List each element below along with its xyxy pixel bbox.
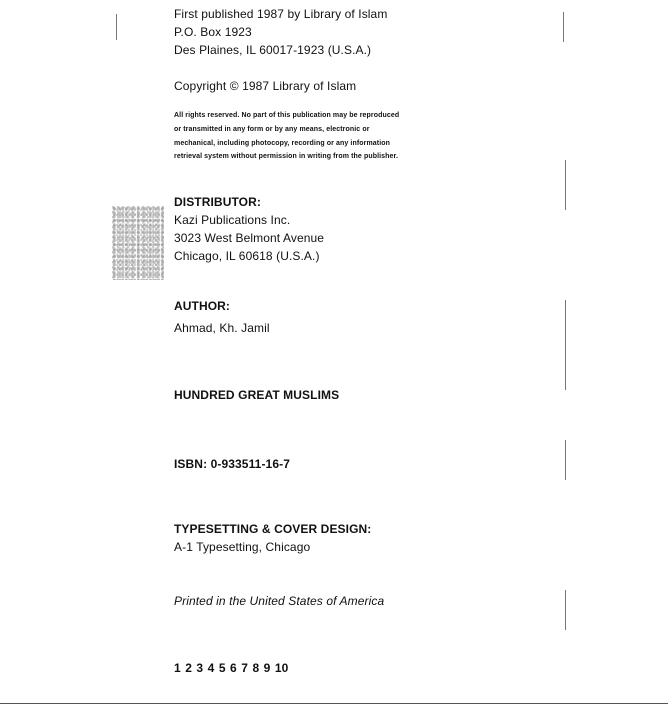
distributor-address: 3023 West Belmont Avenue	[174, 231, 325, 245]
rights-line-4: retrieval system without permission in writing from the publisher.	[174, 153, 399, 160]
copyright-line: Copyright © 1987 Library of Islam	[174, 79, 357, 93]
publisher-city-line: Des Plaines, IL 60017-1923 (U.S.A.)	[174, 43, 372, 57]
typesetting-value: A-1 Typesetting, Chicago	[174, 540, 311, 554]
author-name: Ahmad, Kh. Jamil	[174, 321, 270, 335]
typesetting-heading: TYPESETTING & COVER DESIGN:	[174, 522, 372, 536]
first-published-line: First published 1987 by Library of Islam	[174, 7, 388, 21]
rights-line-3: mechanical, including photocopy, recording or any information	[174, 140, 390, 147]
rights-line-2: or transmitted in any form or by any means, electronic or	[174, 126, 370, 133]
rights-line-1: All rights reserved. No part of this publication may be reproduced	[174, 112, 400, 119]
print-line-numbers: 1 2 3 4 5 6 7 8 9 10	[174, 661, 289, 675]
printed-in-line: Printed in the United States of America	[174, 594, 385, 608]
distributor-heading: DISTRIBUTOR:	[174, 195, 261, 209]
bottom-rule	[0, 703, 668, 704]
bleed-through-artifact	[326, 322, 526, 372]
distributor-city: Chicago, IL 60618 (U.S.A.)	[174, 249, 320, 263]
scan-mark-right-1	[563, 12, 564, 42]
po-box-line: P.O. Box 1923	[174, 25, 252, 39]
author-heading: AUTHOR:	[174, 299, 231, 313]
distributor-name: Kazi Publications Inc.	[174, 213, 291, 227]
scan-speckle	[112, 206, 164, 280]
book-title: HUNDRED GREAT MUSLIMS	[174, 388, 340, 402]
scan-mark-right-2	[565, 160, 566, 210]
scan-mark-right-3	[565, 300, 566, 390]
isbn-line: ISBN: 0-933511-16-7	[174, 457, 290, 471]
scan-mark-right-5	[565, 590, 566, 630]
scan-mark-right-4	[565, 440, 566, 480]
scan-mark-left	[116, 14, 117, 40]
